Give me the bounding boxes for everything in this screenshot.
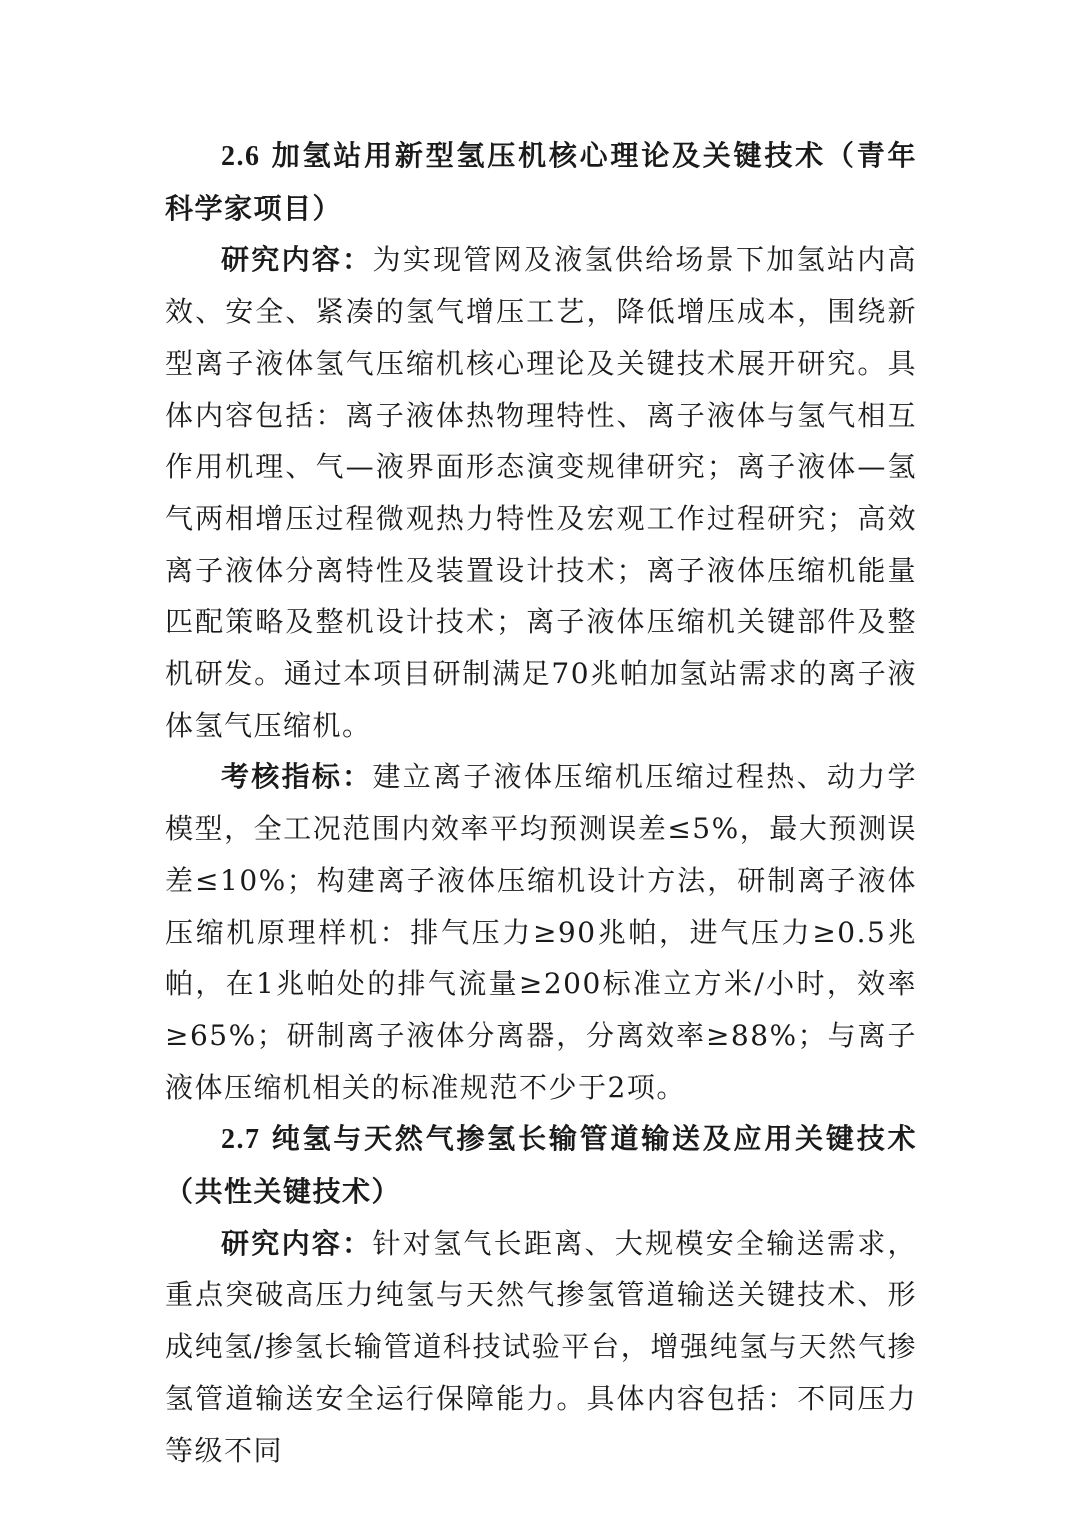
section-2-6-assessment-paragraph	[165, 751, 917, 1113]
section-2-6-research-label: 研究内容：	[221, 243, 373, 277]
section-2-7-title: 纯氢与天然气掺氢长输管道输送及应用关键技术（共性关键技术）	[165, 1122, 917, 1209]
section-2-6-heading	[165, 130, 917, 234]
document-body	[165, 130, 917, 1476]
section-2-6-assessment-label: 考核指标：	[221, 760, 373, 794]
section-2-7-heading	[165, 1113, 917, 1217]
section-2-7-research-paragraph	[165, 1218, 917, 1477]
section-2-7-research-label: 研究内容：	[221, 1226, 373, 1260]
section-2-6-number: 2.6	[221, 141, 261, 172]
section-2-7-research-text: 针对氢气长距离、大规模安全输送需求，重点突破高压力纯氢与天然气掺氢管道输送关键技术、形成纯氢/掺氢长输管道科技试验平台，增强纯氢与天然气掺氢管道输送安全运行保障能力。具体内容包括：不同压力等级不同	[165, 1226, 917, 1467]
section-2-6-title: 加氢站用新型氢压机核心理论及关键技术（青年科学家项目）	[165, 139, 917, 225]
section-2-6-research-text: 为实现管网及液氢供给场景下加氢站内高效、安全、紧凑的氢气增压工艺，降低增压成本，围绕新型离子液体氢气压缩机核心理论及关键技术展开研究。具体内容包括：离子液体热物理特性、离子液体与氢气相互作用机理、气—液界面形态演变规律研究；离子液体—氢气两相增压过程微观热力特性及宏观工作过程研究；高效离子液体分离特性及装置设计技术；离子液体压缩机能量匹配策略及整机设计技术；离子液体压缩机关键部件及整机研发。通过本项目研制满足70兆帕加氢站需求的离子液体氢气压缩机。	[165, 243, 917, 742]
section-2-7-number: 2.7	[221, 1124, 261, 1156]
section-2-6-assessment-text: 建立离子液体压缩机压缩过程热、动力学模型，全工况范围内效率平均预测误差≤5%，最大预测误差≤10%；构建离子液体压缩机设计方法，研制离子液体压缩机原理样机：排气压力≥90兆帕，进气压力≥0.5兆帕，在1兆帕处的排气流量≥200标准立方米/小时，效率≥65%；研制离子液体分离器，分离效率≥88%；与离子液体压缩机相关的标准规范不少于2项。	[165, 760, 917, 1104]
section-2-6-research-paragraph	[165, 234, 917, 751]
